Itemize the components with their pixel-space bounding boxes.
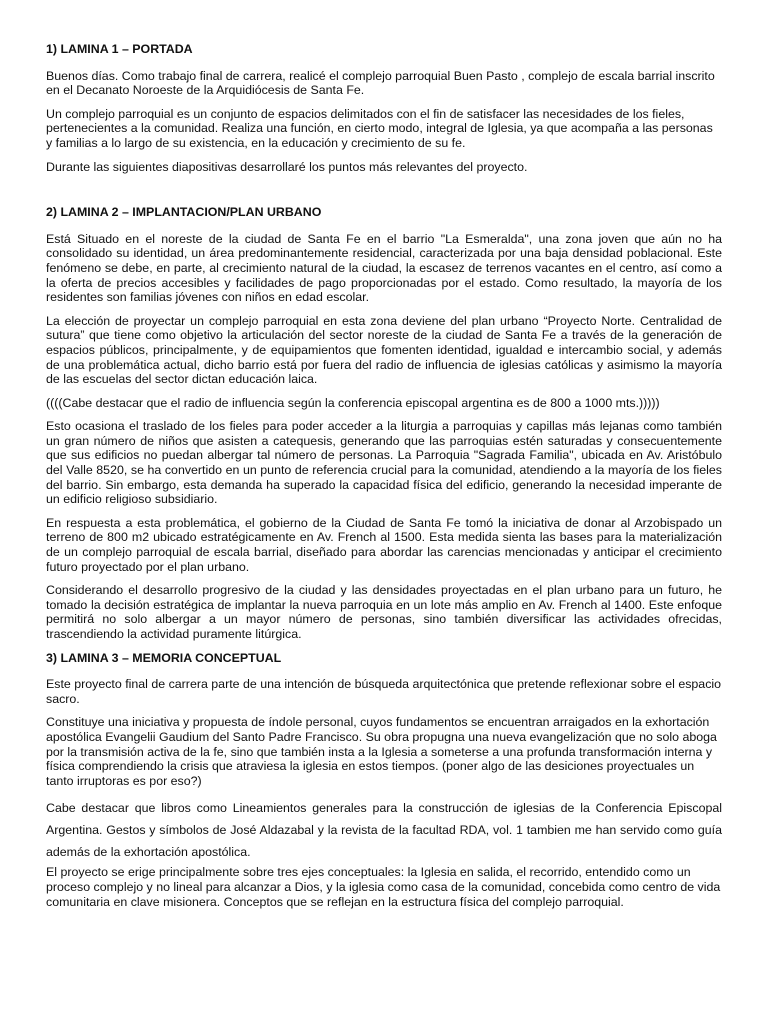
paragraph: ((((Cabe destacar que el radio de influencia según la conferencia episcopal argentina es de 800 a 1000 mts.))))) (46, 395, 660, 410)
paragraph: Considerando el desarrollo progresivo de la ciudad y las densidades proyectadas en el plan urbano para un futuro, he tomado la decisión estratégica de implantar la nueva parroquia en un lote más amplio en Av. French al 1400. Este enfoque permitirá no solo albergar a un mayor número de personas, sino también diversificar las actividades ofrecidas, trascendiendo la actividad puramente litúrgica. (46, 583, 722, 641)
paragraph: En respuesta a esta problemática, el gobierno de la Ciudad de Santa Fe tomó la iniciativa de donar al Arzobispado un terreno de 800 m2 ubicado estratégicamente en Av. French al 1500. Esta medida sienta las bases para la materialización de un complejo parroquial de escala barrial, diseñado para abordar las carencias mencionadas y anticipar el crecimiento futuro proyectado por el plan urbano. (46, 515, 722, 574)
paragraph: Durante las siguientes diapositivas desarrollaré los puntos más relevantes del proyecto. (46, 159, 528, 174)
paragraph: Un complejo parroquial es un conjunto de espacios delimitados con el fin de satisfacer las necesidades de los fieles, pertenecientes a la comunidad. Realiza una función, en cierto modo, integral de Iglesia, ya que acompaña a las personas y familias a lo largo de su existencia, en la educación y crecimiento de su fe. (46, 106, 713, 150)
paragraph: Esto ocasiona el traslado de los fieles para poder acceder a la liturgia a parroquias y capillas más lejanas como también un gran número de niños que asisten a catequesis, generando que las parroquias estén saturadas y consecuentemente que sus edificios no puedan albergar tal número de personas. La Parroquia "Sagrada Familia", ubicada en Av. Aristóbulo del Valle 8520, se ha convertido en un punto de referencia crucial para la comunidad, atendiendo a la mayoría de los fieles del barrio. Sin embargo, esta demanda ha superado la capacidad física del edificio, generando la necesidad imperante de un edificio religioso subsidiario. (46, 419, 722, 507)
paragraph: Buenos días. Como trabajo final de carrera, realicé el complejo parroquial Buen Pasto , complejo de escala barrial inscrito en el Decanato Noroeste de la Arquidiócesis de Santa Fe. (46, 68, 715, 98)
section-heading-lamina-1: 1) LAMINA 1 – PORTADA (46, 42, 193, 56)
paragraph: Constituye una iniciativa y propuesta de índole personal, cuyos fundamentos se encuentran arraigados en la exhortación apostólica Evangelii Gaudium del Santo Padre Francisco. Su obra propugna una nueva evangelización que no solo aboga por la transmisión activa de la fe, sino que también insta a la Iglesia a someterse a una profunda transformación interna y física comprendiendo la crisis que atraviesa la iglesia en estos tiempos. (poner algo de las desiciones proyectuales un tanto irruptoras es por eso?) (46, 715, 717, 788)
section-heading-lamina-2: 2) LAMINA 2 – IMPLANTACION/PLAN URBANO (46, 205, 322, 220)
paragraph: El proyecto se erige principalmente sobre tres ejes conceptuales: la Iglesia en salida, el recorrido, entendido como un proceso complejo y no lineal para alcanzar a Dios, y la iglesia como casa de la comunidad, concebida como centro de vida comunitaria en clave misionera. Conceptos que se reflejan en la estructura física del complejo parroquial. (46, 865, 721, 909)
paragraph: Este proyecto final de carrera parte de una intención de búsqueda arquitectónica que pretende reflexionar sobre el espacio sacro. (46, 677, 722, 706)
paragraph: Está Situado en el noreste de la ciudad de Santa Fe en el barrio "La Esmeralda", una zona joven que aún no ha consolidado su identidad, un área predominantemente residencial, caracterizada por una baja densidad poblacional. Este fenómeno se debe, en parte, al crecimiento natural de la ciudad, la escasez de terrenos vacantes en el centro, así como a la oferta de precios accesibles y facilidades de pago proporcionadas por el estado. Como resultado, la mayoría de los residentes son familias jóvenes con niños en edad escolar. (46, 231, 722, 305)
paragraph: La elección de proyectar un complejo parroquial en esta zona deviene del plan urbano “Proyecto Norte. Centralidad de sutura” que tiene como objetivo la articulación del sector noreste de la ciudad de Santa Fe a través de la generación de espacios públicos, principalmente, y de equipamientos que fomenten identidad, igualdad e intercambio social, y además de una problemática actual, dicho barrio está por fuera del radio de influencia de iglesias católicas y asimismo la mayoría de las escuelas del sector dictan educación laica. (46, 313, 722, 387)
paragraph: Cabe destacar que libros como Lineamientos generales para la construcción de iglesias de la Conferencia Episcopal Argentina. Gestos y símbolos de José Aldazabal y la revista de la facultad RDA, vol. 1 tambien me han servido como guía además de la exhortación apostólica. (46, 801, 722, 860)
section-heading-lamina-3: 3) LAMINA 3 – MEMORIA CONCEPTUAL (46, 650, 282, 665)
section-spacer (46, 183, 722, 205)
